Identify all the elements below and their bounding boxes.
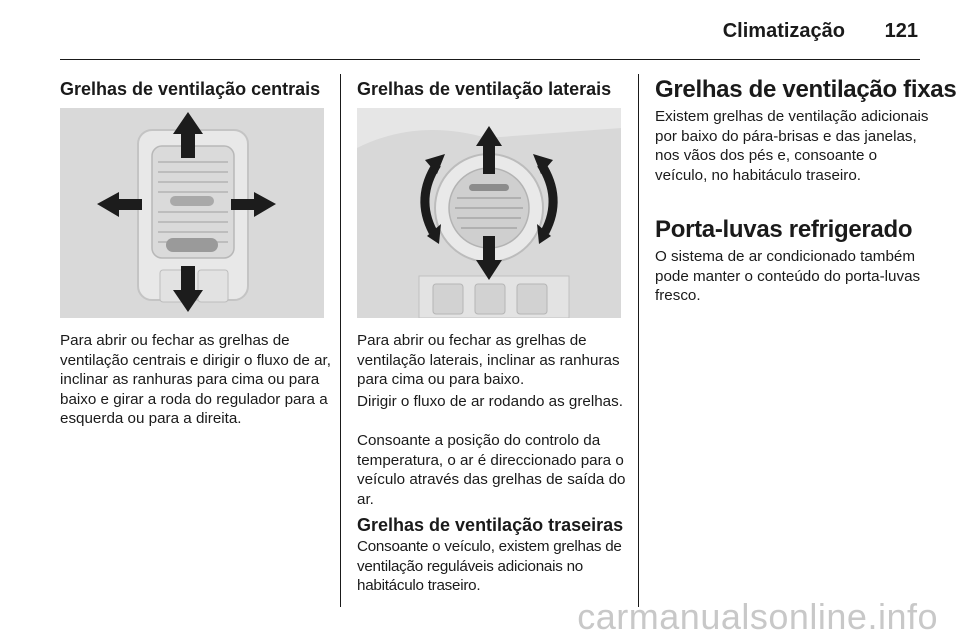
column-divider-2	[638, 74, 639, 607]
chapter-title: Climatização	[722, 20, 845, 42]
watermark: carmanualsonline.info	[577, 596, 938, 637]
glovebox-heading: Porta-luvas refrigerado	[655, 216, 913, 243]
glovebox-text: O sistema de ar condicionado também pode manter o conteúdo do porta-luvas fresco.	[655, 248, 921, 304]
central-vents-heading: Grelhas de ventilação centrais	[60, 79, 321, 99]
rear-vents-heading: Grelhas de ventilação traseiras	[357, 515, 624, 535]
side-vents-text-2: Dirigir o fluxo de ar rodando as grelhas.	[357, 393, 623, 410]
fixed-vents-heading: Grelhas de ventilação fixas	[655, 76, 957, 103]
central-vents-text: Para abrir ou fechar as grelhas de ventilação centrais e dirigir o fluxo de ar, inclinar as ranhuras para cima ou para baixo e girar a roda do regulador para a esquerda ou para a direita.	[60, 332, 331, 427]
side-vents-heading: Grelhas de ventilação laterais	[357, 79, 612, 99]
page-number: 121	[884, 20, 918, 42]
column-divider-1	[340, 74, 341, 607]
central-vents-figure	[60, 108, 324, 318]
side-vents-figure	[357, 108, 621, 318]
fixed-vents-text: Existem grelhas de ventilação adicionais por baixo do pára-brisas e das janelas, nos vãos dos pés e, consoante o veículo, no habitáculo traseiro.	[655, 108, 929, 184]
side-vents-text-1: Para abrir ou fechar as grelhas de ventilação laterais, inclinar as ranhuras para cima ou para baixo.	[357, 332, 620, 388]
side-vents-text-3: Consoante a posição do controlo da temperatura, o ar é direccionado para o veículo através das grelhas de saída do ar.	[357, 432, 626, 508]
header-rule	[60, 59, 920, 60]
rear-vents-text: Consoante o veículo, existem grelhas de ventilação reguláveis adicionais no habitáculo traseiro.	[357, 538, 622, 594]
